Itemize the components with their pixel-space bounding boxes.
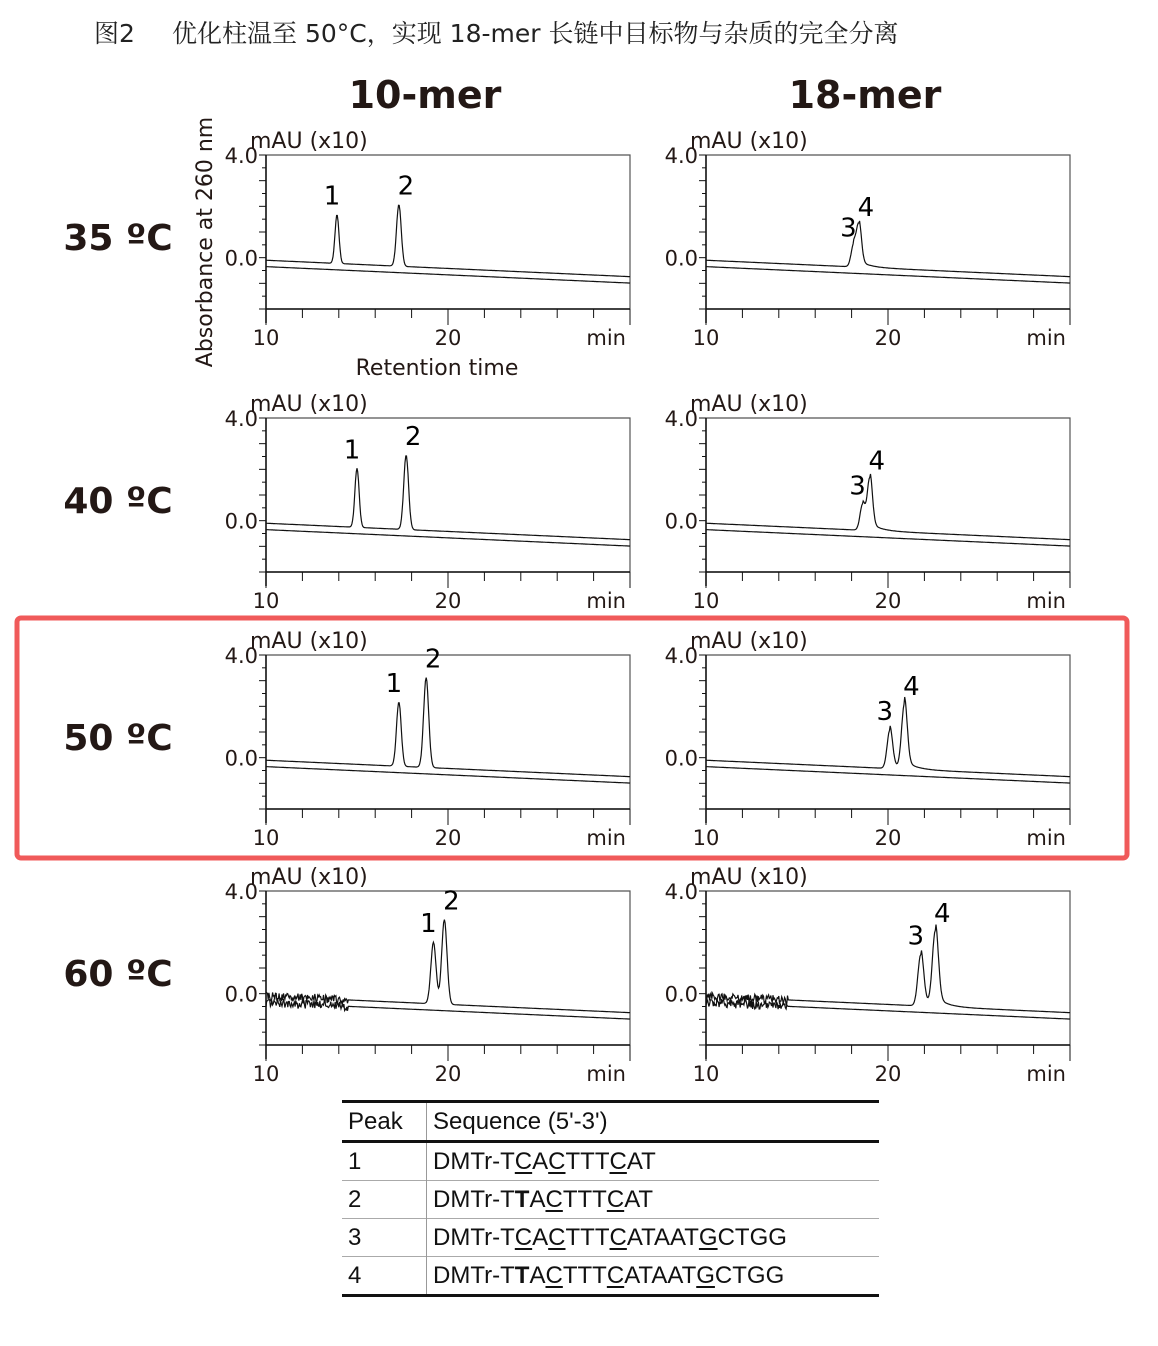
blank-trace xyxy=(706,999,1070,1019)
y-unit-label: mAU (x10) xyxy=(690,129,808,154)
chromatogram-panel xyxy=(225,129,630,350)
y-tick-label: 4.0 xyxy=(664,144,698,168)
x-tick-label: 20 xyxy=(434,826,462,850)
peak-label-4: 4 xyxy=(934,899,951,930)
sample-trace xyxy=(266,920,630,1013)
table-row xyxy=(342,1219,879,1257)
blank-trace xyxy=(266,767,630,784)
y-tick-label: 4.0 xyxy=(664,644,698,668)
chromatogram-panel xyxy=(225,865,630,1086)
header-sequence: Sequence (5'-3') xyxy=(433,1108,608,1135)
blank-trace xyxy=(266,999,630,1019)
y-unit-label: mAU (x10) xyxy=(250,865,368,890)
table-row xyxy=(342,1181,879,1219)
x-unit-label: min xyxy=(1026,589,1066,613)
sample-trace xyxy=(266,456,630,540)
y-tick-label: 4.0 xyxy=(224,407,258,431)
row-label-50c: 50 ºC xyxy=(63,718,173,759)
row-label-35c: 35 ºC xyxy=(63,218,173,259)
x-tick-label: 10 xyxy=(252,589,280,613)
peak-label-3: 3 xyxy=(840,213,857,244)
table-header-row xyxy=(342,1102,879,1142)
x-unit-label: min xyxy=(586,1062,626,1086)
peak-number: 3 xyxy=(342,1219,427,1257)
chromatogram-panel xyxy=(665,129,1070,350)
row-label-40c: 40 ºC xyxy=(63,481,173,522)
blank-trace xyxy=(706,767,1070,784)
x-tick-label: 20 xyxy=(874,326,902,350)
x-tick-label: 20 xyxy=(434,1062,462,1086)
y-tick-label: 4.0 xyxy=(664,407,698,431)
plot-frame xyxy=(706,155,1070,309)
header-peak: Peak xyxy=(342,1102,427,1142)
sample-trace xyxy=(266,678,630,777)
peak-number: 2 xyxy=(342,1181,427,1219)
x-tick-label: 20 xyxy=(434,589,462,613)
chromatogram-panel xyxy=(665,629,1070,850)
peak-label-4: 4 xyxy=(868,446,886,477)
peak-label-1: 1 xyxy=(385,669,403,700)
peak-sequence-table xyxy=(342,1100,879,1297)
column-title-18-mer: 18-mer xyxy=(788,73,942,117)
y-unit-label: mAU (x10) xyxy=(690,392,808,417)
x-tick-label: 10 xyxy=(252,326,280,350)
x-tick-label: 20 xyxy=(434,326,462,350)
x-tick-label: 10 xyxy=(692,826,720,850)
y-unit-label: mAU (x10) xyxy=(250,129,368,154)
x-tick-label: 10 xyxy=(692,1062,720,1086)
figure-caption-title: 优化柱温至 50°C，实现 18-mer 长链中目标物与杂质的完全分离 xyxy=(172,19,899,48)
y-tick-label: 0.0 xyxy=(664,982,698,1007)
y-tick-label: 0.0 xyxy=(664,746,698,771)
chromatogram-panel xyxy=(665,865,1070,1086)
plot-frame xyxy=(706,891,1070,1045)
peak-label-2: 2 xyxy=(397,171,415,202)
table-row xyxy=(342,1142,879,1181)
peak-label-3: 3 xyxy=(849,471,866,502)
peak-label-3: 3 xyxy=(907,921,925,952)
x-tick-label: 20 xyxy=(874,589,902,613)
y-unit-label: mAU (x10) xyxy=(250,392,368,417)
y-tick-label: 0.0 xyxy=(224,509,258,534)
peak-label-1: 1 xyxy=(420,909,437,940)
row-label-60c: 60 ºC xyxy=(63,954,173,995)
x-unit-label: min xyxy=(1026,1062,1066,1086)
peak-sequence: DMTr-TTACTTTCAT xyxy=(433,1186,654,1213)
y-tick-label: 4.0 xyxy=(224,144,258,168)
peak-label-4: 4 xyxy=(857,193,875,224)
x-tick-label: 10 xyxy=(252,1062,280,1086)
y-tick-label: 0.0 xyxy=(224,982,258,1007)
x-unit-label: min xyxy=(1026,826,1066,850)
chromatogram-panel xyxy=(665,392,1070,613)
peak-label-2: 2 xyxy=(443,886,460,917)
x-unit-label: min xyxy=(586,589,626,613)
y-unit-label: mAU (x10) xyxy=(250,629,368,654)
plot-frame xyxy=(266,155,630,309)
peak-label-4: 4 xyxy=(903,672,920,703)
plot-frame xyxy=(706,655,1070,809)
y-tick-label: 0.0 xyxy=(664,246,698,271)
plot-frame xyxy=(266,655,630,809)
blank-trace xyxy=(706,530,1070,547)
y-tick-label: 4.0 xyxy=(224,644,258,668)
y-tick-label: 0.0 xyxy=(664,509,698,534)
x-tick-label: 10 xyxy=(252,826,280,850)
blank-trace xyxy=(266,267,630,284)
x-tick-label: 20 xyxy=(874,1062,902,1086)
y-tick-label: 4.0 xyxy=(664,880,698,904)
peak-label-1: 1 xyxy=(323,181,341,212)
peak-label-3: 3 xyxy=(876,697,894,728)
peak-sequence: DMTr-TTACTTTCATAATGCTGG xyxy=(433,1262,785,1289)
peak-label-1: 1 xyxy=(343,435,361,466)
blank-trace xyxy=(266,530,630,547)
sample-trace xyxy=(266,205,630,276)
peak-number: 1 xyxy=(342,1142,427,1181)
plot-frame xyxy=(266,418,630,572)
table-row xyxy=(342,1257,879,1296)
y-axis-title: Absorbance at 260 nm xyxy=(193,116,218,368)
peak-label-2: 2 xyxy=(424,644,442,675)
peak-sequence: DMTr-TCACTTTCATAATGCTGG xyxy=(433,1224,787,1251)
panels-layer xyxy=(225,129,1070,1086)
x-tick-label: 10 xyxy=(692,326,720,350)
column-title-10-mer: 10-mer xyxy=(348,73,502,117)
figure-number: 图2 xyxy=(94,19,135,48)
chromatogram-panel xyxy=(225,392,630,613)
y-unit-label: mAU (x10) xyxy=(690,629,808,654)
x-tick-label: 10 xyxy=(692,589,720,613)
x-axis-title: Retention time xyxy=(355,356,519,381)
highlight-box-50c xyxy=(17,618,1127,858)
x-tick-label: 20 xyxy=(874,826,902,850)
x-unit-label: min xyxy=(586,326,626,350)
blank-trace xyxy=(706,267,1070,284)
peak-sequence: DMTr-TCACTTTCAT xyxy=(433,1148,656,1175)
y-tick-label: 0.0 xyxy=(224,246,258,271)
peak-label-2: 2 xyxy=(404,422,422,453)
sample-trace xyxy=(706,925,1070,1013)
plot-frame xyxy=(706,418,1070,572)
y-tick-label: 0.0 xyxy=(224,746,258,771)
sample-trace xyxy=(706,221,1070,277)
x-unit-label: min xyxy=(1026,326,1066,350)
peak-number: 4 xyxy=(342,1257,427,1296)
chromatogram-panel xyxy=(225,629,630,850)
sample-trace xyxy=(706,471,1070,540)
x-unit-label: min xyxy=(586,826,626,850)
y-tick-label: 4.0 xyxy=(224,880,258,904)
y-unit-label: mAU (x10) xyxy=(690,865,808,890)
